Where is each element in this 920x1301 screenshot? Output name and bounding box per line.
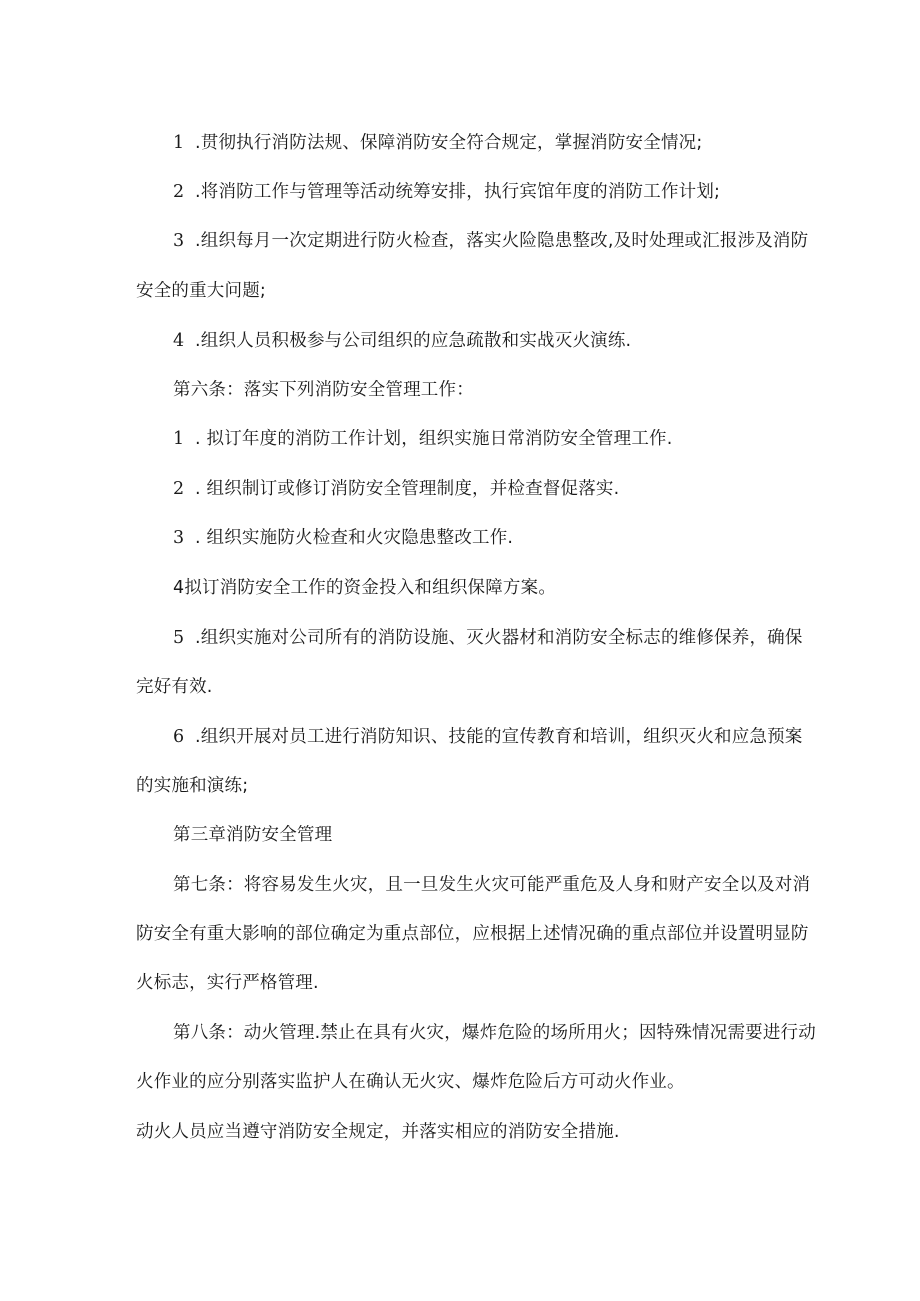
paragraph-text: .组织开展对员工进行消防知识、技能的宣传教育和培训，组织灭火和应急预案 bbox=[195, 727, 803, 747]
paragraph-article6-item-3 bbox=[0, 526, 920, 550]
paragraph-text: 第三章消防安全管理 bbox=[173, 825, 333, 845]
item-number: 6 bbox=[173, 727, 185, 747]
paragraph-text: 动火人员应当遵守消防安全规定，并落实相应的消防安全措施. bbox=[136, 1122, 620, 1142]
paragraph-item-4-line-1 bbox=[0, 329, 920, 353]
paragraph-text: 第七条：将容易发生火灾，且一旦发生火灾可能严重危及人身和财产安全以及对消 bbox=[173, 875, 811, 895]
paragraph-item-3-line-1 bbox=[0, 229, 920, 253]
paragraph-article6-item-1 bbox=[0, 427, 920, 451]
paragraph-article6-item-5-line-1 bbox=[0, 626, 920, 650]
article-8-continuation bbox=[0, 1120, 920, 1144]
item-number: 3 bbox=[173, 528, 185, 548]
paragraph-text: .组织实施对公司所有的消防设施、灭火器材和消防安全标志的维修保养，确保 bbox=[195, 628, 803, 648]
article-6-heading bbox=[0, 378, 920, 402]
paragraph-text: . 拟订年度的消防工作计划，组织实施日常消防安全管理工作. bbox=[195, 429, 673, 449]
paragraph-item-3-line-2 bbox=[0, 279, 920, 303]
article-7-line-2 bbox=[0, 922, 920, 946]
item-number: 4 bbox=[173, 331, 185, 351]
paragraph-text: . 组织实施防火检查和火灾隐患整改工作. bbox=[195, 528, 514, 548]
paragraph-article6-item-2 bbox=[0, 477, 920, 501]
paragraph-text: 第八条：动火管理.禁止在具有火灾，爆炸危险的场所用火；因特殊情况需要进行动 bbox=[173, 1023, 816, 1043]
item-number: 5 bbox=[173, 628, 185, 648]
paragraph-text: 完好有效. bbox=[136, 677, 213, 697]
article-8-line-1 bbox=[0, 1021, 920, 1045]
paragraph-item-2-line-1 bbox=[0, 180, 920, 204]
paragraph-text: .组织人员积极参与公司组织的应急疏散和实战灭火演练. bbox=[195, 331, 632, 351]
paragraph-text: 防安全有重大影响的部位确定为重点部位，应根据上述情况确的重点部位并设置明显防 bbox=[136, 924, 809, 944]
paragraph-text: 安全的重大问题; bbox=[136, 281, 266, 301]
item-number: 1 bbox=[173, 133, 185, 153]
paragraph-text: 火作业的应分别落实监护人在确认无火灾、爆炸危险后方可动火作业。 bbox=[136, 1072, 685, 1092]
paragraph-text: . 组织制订或修订消防安全管理制度，并检查督促落实. bbox=[195, 479, 620, 499]
article-8-line-2 bbox=[0, 1070, 920, 1094]
paragraph-text: 第六条：落实下列消防安全管理工作： bbox=[173, 380, 474, 400]
paragraph-text: 火标志，实行严格管理. bbox=[136, 973, 319, 993]
item-number: 2 bbox=[173, 182, 185, 202]
paragraph-article6-item-6-line-1 bbox=[0, 725, 920, 749]
item-number: 2 bbox=[173, 479, 185, 499]
paragraph-article6-item-5-line-2 bbox=[0, 675, 920, 699]
article-7-line-3 bbox=[0, 971, 920, 995]
paragraph-text: .贯彻执行消防法规、保障消防安全符合规定，掌握消防安全情况; bbox=[195, 133, 703, 153]
paragraph-text: 的实施和演练; bbox=[136, 776, 249, 796]
article-7-line-1 bbox=[0, 873, 920, 897]
paragraph-text: .将消防工作与管理等活动统筹安排，执行宾馆年度的消防工作计划; bbox=[195, 182, 721, 202]
item-number: 3 bbox=[173, 231, 185, 251]
paragraph-item-1-line-1 bbox=[0, 131, 920, 155]
item-number: 1 bbox=[173, 429, 185, 449]
paragraph-article6-item-4 bbox=[0, 576, 920, 600]
paragraph-article6-item-6-line-2 bbox=[0, 774, 920, 798]
paragraph-text: .组织每月一次定期进行防火检查，落实火险隐患整改,及时处理或汇报涉及消防 bbox=[195, 231, 809, 251]
paragraph-text: 4拟订消防安全工作的资金投入和组织保障方案。 bbox=[173, 578, 557, 598]
chapter-3-heading bbox=[0, 823, 920, 847]
